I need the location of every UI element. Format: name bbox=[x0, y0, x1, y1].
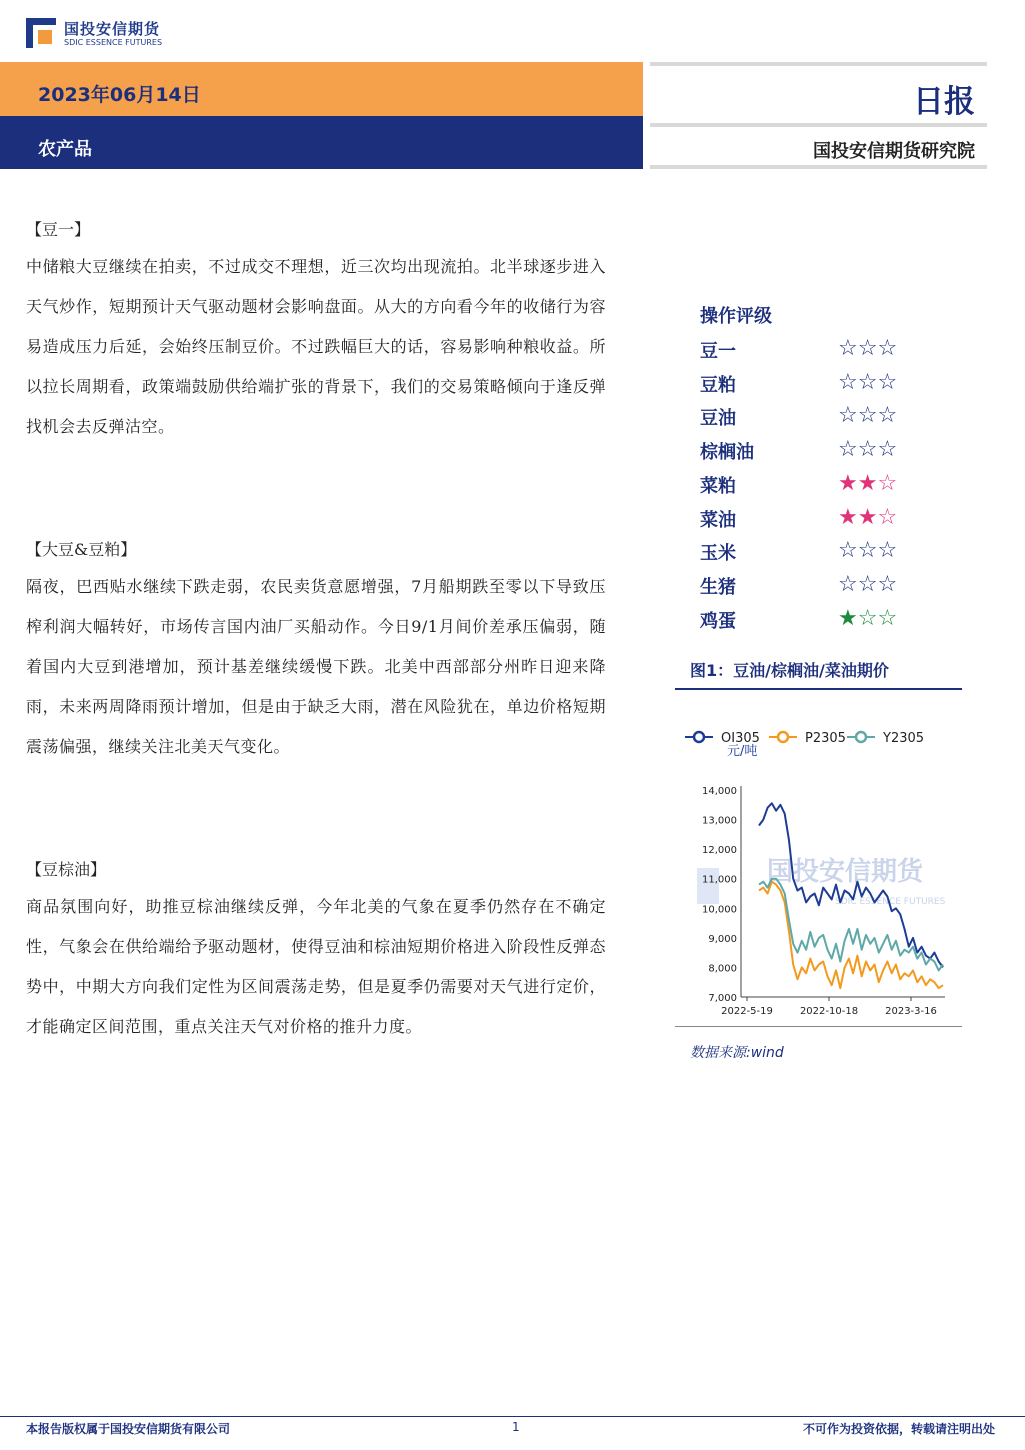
rating-stars bbox=[838, 539, 897, 563]
y-tick-label: 7,000 bbox=[708, 993, 737, 1004]
rating-stars bbox=[838, 472, 897, 496]
rating-title: 操作评级 bbox=[700, 306, 772, 327]
rating-row bbox=[700, 337, 940, 371]
rating-row bbox=[700, 573, 940, 607]
divider bbox=[650, 165, 987, 169]
rating-row bbox=[700, 404, 940, 438]
rating-item-name: 菜油 bbox=[700, 509, 736, 531]
star-empty-icon: ☆ bbox=[857, 336, 878, 361]
star-empty-icon: ☆ bbox=[838, 538, 858, 564]
rating-stars bbox=[838, 371, 897, 395]
logo-cn: 国投安信期货 bbox=[64, 20, 161, 38]
star-empty-icon: ☆ bbox=[838, 369, 858, 395]
y-tick-label: 11,000 bbox=[702, 874, 737, 886]
figure-title-rule bbox=[675, 688, 962, 690]
watermark-text: 国投安信期货 bbox=[767, 857, 924, 887]
figure-title: 图1：豆油/棕榈油/菜油期价 bbox=[690, 661, 889, 680]
section-heading-soy-meal: 【大豆&豆粕】 bbox=[26, 540, 137, 559]
star-empty-icon: ☆ bbox=[857, 538, 878, 564]
report-date: 2023年06月14日 bbox=[38, 84, 201, 106]
y-tick-label: 14,000 bbox=[702, 786, 737, 797]
y-axis-label: 元/吨 bbox=[727, 744, 758, 759]
rating-stars bbox=[838, 506, 897, 530]
y-tick-label: 10,000 bbox=[702, 904, 737, 916]
rating-item-name: 玉米 bbox=[700, 543, 736, 565]
star-empty-icon: ☆ bbox=[877, 571, 898, 597]
star-empty-icon: ☆ bbox=[838, 437, 858, 463]
star-empty-icon: ☆ bbox=[838, 571, 858, 597]
series-line bbox=[759, 879, 943, 971]
x-tick-label: 2022-10-18 bbox=[799, 1006, 859, 1017]
legend-marker bbox=[694, 732, 704, 742]
rating-row bbox=[700, 371, 940, 405]
rating-row bbox=[700, 607, 940, 641]
section-heading-soybean-one: 【豆一】 bbox=[26, 220, 91, 239]
star-empty-icon: ☆ bbox=[838, 336, 858, 361]
star-empty-icon: ☆ bbox=[857, 369, 878, 395]
rating-stars bbox=[838, 404, 897, 428]
page-number: 1 bbox=[512, 1420, 520, 1434]
star-empty-icon: ☆ bbox=[877, 336, 898, 361]
y-tick-label: 8,000 bbox=[708, 963, 737, 975]
star-filled-icon: ★ bbox=[838, 605, 858, 631]
legend-label: Y2305 bbox=[883, 731, 925, 746]
star-empty-icon: ☆ bbox=[877, 605, 898, 631]
star-empty-icon: ☆ bbox=[877, 403, 898, 429]
institute-name: 国投安信期货研究院 bbox=[813, 141, 975, 162]
section-body-soy-meal: 隔夜，巴西贴水继续下跌走弱，农民卖货意愿增强，7月船期跌至零以下导致压榨利润大幅转好，市场传言国内油厂买船动作。今日9/1月间价差承压偏弱，随着国内大豆到港增加，预计基差继续缓慢下跌。北美中西部部分州昨日迎来降雨，未来两周降雨预计增加，但是由于缺乏大雨，潜在风险犹在，单边价格短期震荡偏强，继续关注北美天气变化。 bbox=[26, 577, 606, 756]
rating-item-name: 生猪 bbox=[700, 576, 736, 598]
rating-row bbox=[700, 506, 940, 540]
rating-stars bbox=[838, 337, 897, 361]
rating-row bbox=[700, 539, 940, 573]
report-section: 农产品 bbox=[38, 139, 92, 160]
star-empty-icon: ☆ bbox=[877, 504, 898, 530]
y-tick-label: 9,000 bbox=[708, 933, 737, 945]
divider bbox=[650, 123, 987, 127]
rating-item-name: 豆粕 bbox=[700, 374, 736, 396]
y-tick-label: 12,000 bbox=[702, 845, 737, 857]
star-empty-icon: ☆ bbox=[877, 437, 898, 463]
price-line-chart bbox=[675, 720, 965, 1030]
footer-copyright: 本报告版权属于国投安信期货有限公司 bbox=[26, 1422, 231, 1436]
rating-item-name: 豆一 bbox=[700, 341, 736, 362]
watermark-text-en: SDIC ESSENCE FUTURES bbox=[835, 897, 946, 907]
star-empty-icon: ☆ bbox=[857, 571, 878, 597]
rating-item-name: 菜粕 bbox=[700, 475, 736, 497]
report-type-title: 日报 bbox=[913, 84, 975, 120]
section-heading-oils: 【豆棕油】 bbox=[26, 860, 107, 879]
figure-source: 数据来源:wind bbox=[690, 1045, 784, 1061]
section-banner bbox=[0, 116, 643, 169]
y-tick-label: 13,000 bbox=[702, 815, 737, 827]
star-empty-icon: ☆ bbox=[857, 403, 878, 429]
rating-item-name: 棕榈油 bbox=[700, 442, 754, 464]
x-tick-label: 2023-3-16 bbox=[885, 1006, 937, 1017]
divider bbox=[650, 62, 987, 66]
legend-label: P2305 bbox=[805, 731, 846, 746]
star-empty-icon: ☆ bbox=[877, 470, 898, 496]
figure-bottom-rule bbox=[675, 1026, 962, 1027]
logo-en: SDIC ESSENCE FUTURES bbox=[64, 38, 163, 47]
rating-row bbox=[700, 438, 940, 472]
legend-marker bbox=[856, 732, 866, 742]
star-empty-icon: ☆ bbox=[877, 369, 898, 395]
star-empty-icon: ☆ bbox=[838, 403, 858, 429]
footer-disclaimer: 不可作为投资依据，转载请注明出处 bbox=[802, 1422, 995, 1436]
footer-rule bbox=[0, 1416, 1025, 1417]
legend-label: OI305 bbox=[721, 731, 760, 746]
star-empty-icon: ☆ bbox=[857, 605, 878, 631]
section-body-soybean-one: 中储粮大豆继续在拍卖，不过成交不理想，近三次均出现流拍。北半球逐步进入天气炒作，短期预计天气驱动题材会影响盘面。从大的方向看今年的收储行为容易造成压力后延，会始终压制豆价。不过跌幅巨大的话，容易影响种粮收益。所以拉长周期看，政策端鼓励供给端扩张的背景下，我们的交易策略倾向于逢反弹找机会去反弹沽空。 bbox=[26, 257, 606, 436]
section-body-oils: 商品氛围向好，助推豆棕油继续反弹，今年北美的气象在夏季仍然存在不确定性，气象会在供给端给予驱动题材，使得豆油和棕油短期价格进入阶段性反弹态势中，中期大方向我们定性为区间震荡走势，但是夏季仍需要对天气进行定价，才能确定区间范围，重点关注天气对价格的推升力度。 bbox=[26, 897, 606, 1036]
legend-marker bbox=[778, 732, 788, 742]
star-empty-icon: ☆ bbox=[857, 437, 878, 463]
company-logo bbox=[26, 16, 186, 52]
rating-stars bbox=[838, 573, 897, 597]
star-filled-icon: ★ bbox=[838, 470, 858, 496]
watermark-mark-icon bbox=[697, 868, 719, 904]
star-empty-icon: ☆ bbox=[877, 538, 898, 564]
rating-stars bbox=[838, 607, 897, 631]
rating-item-name: 豆油 bbox=[700, 408, 736, 430]
star-filled-icon: ★ bbox=[838, 504, 858, 530]
rating-stars bbox=[838, 438, 897, 462]
star-filled-icon: ★ bbox=[857, 470, 878, 496]
rating-row bbox=[700, 472, 940, 506]
logo-mark-icon bbox=[26, 18, 56, 48]
star-filled-icon: ★ bbox=[857, 504, 878, 530]
x-tick-label: 2022-5-19 bbox=[721, 1006, 773, 1017]
rating-item-name: 鸡蛋 bbox=[700, 610, 736, 632]
